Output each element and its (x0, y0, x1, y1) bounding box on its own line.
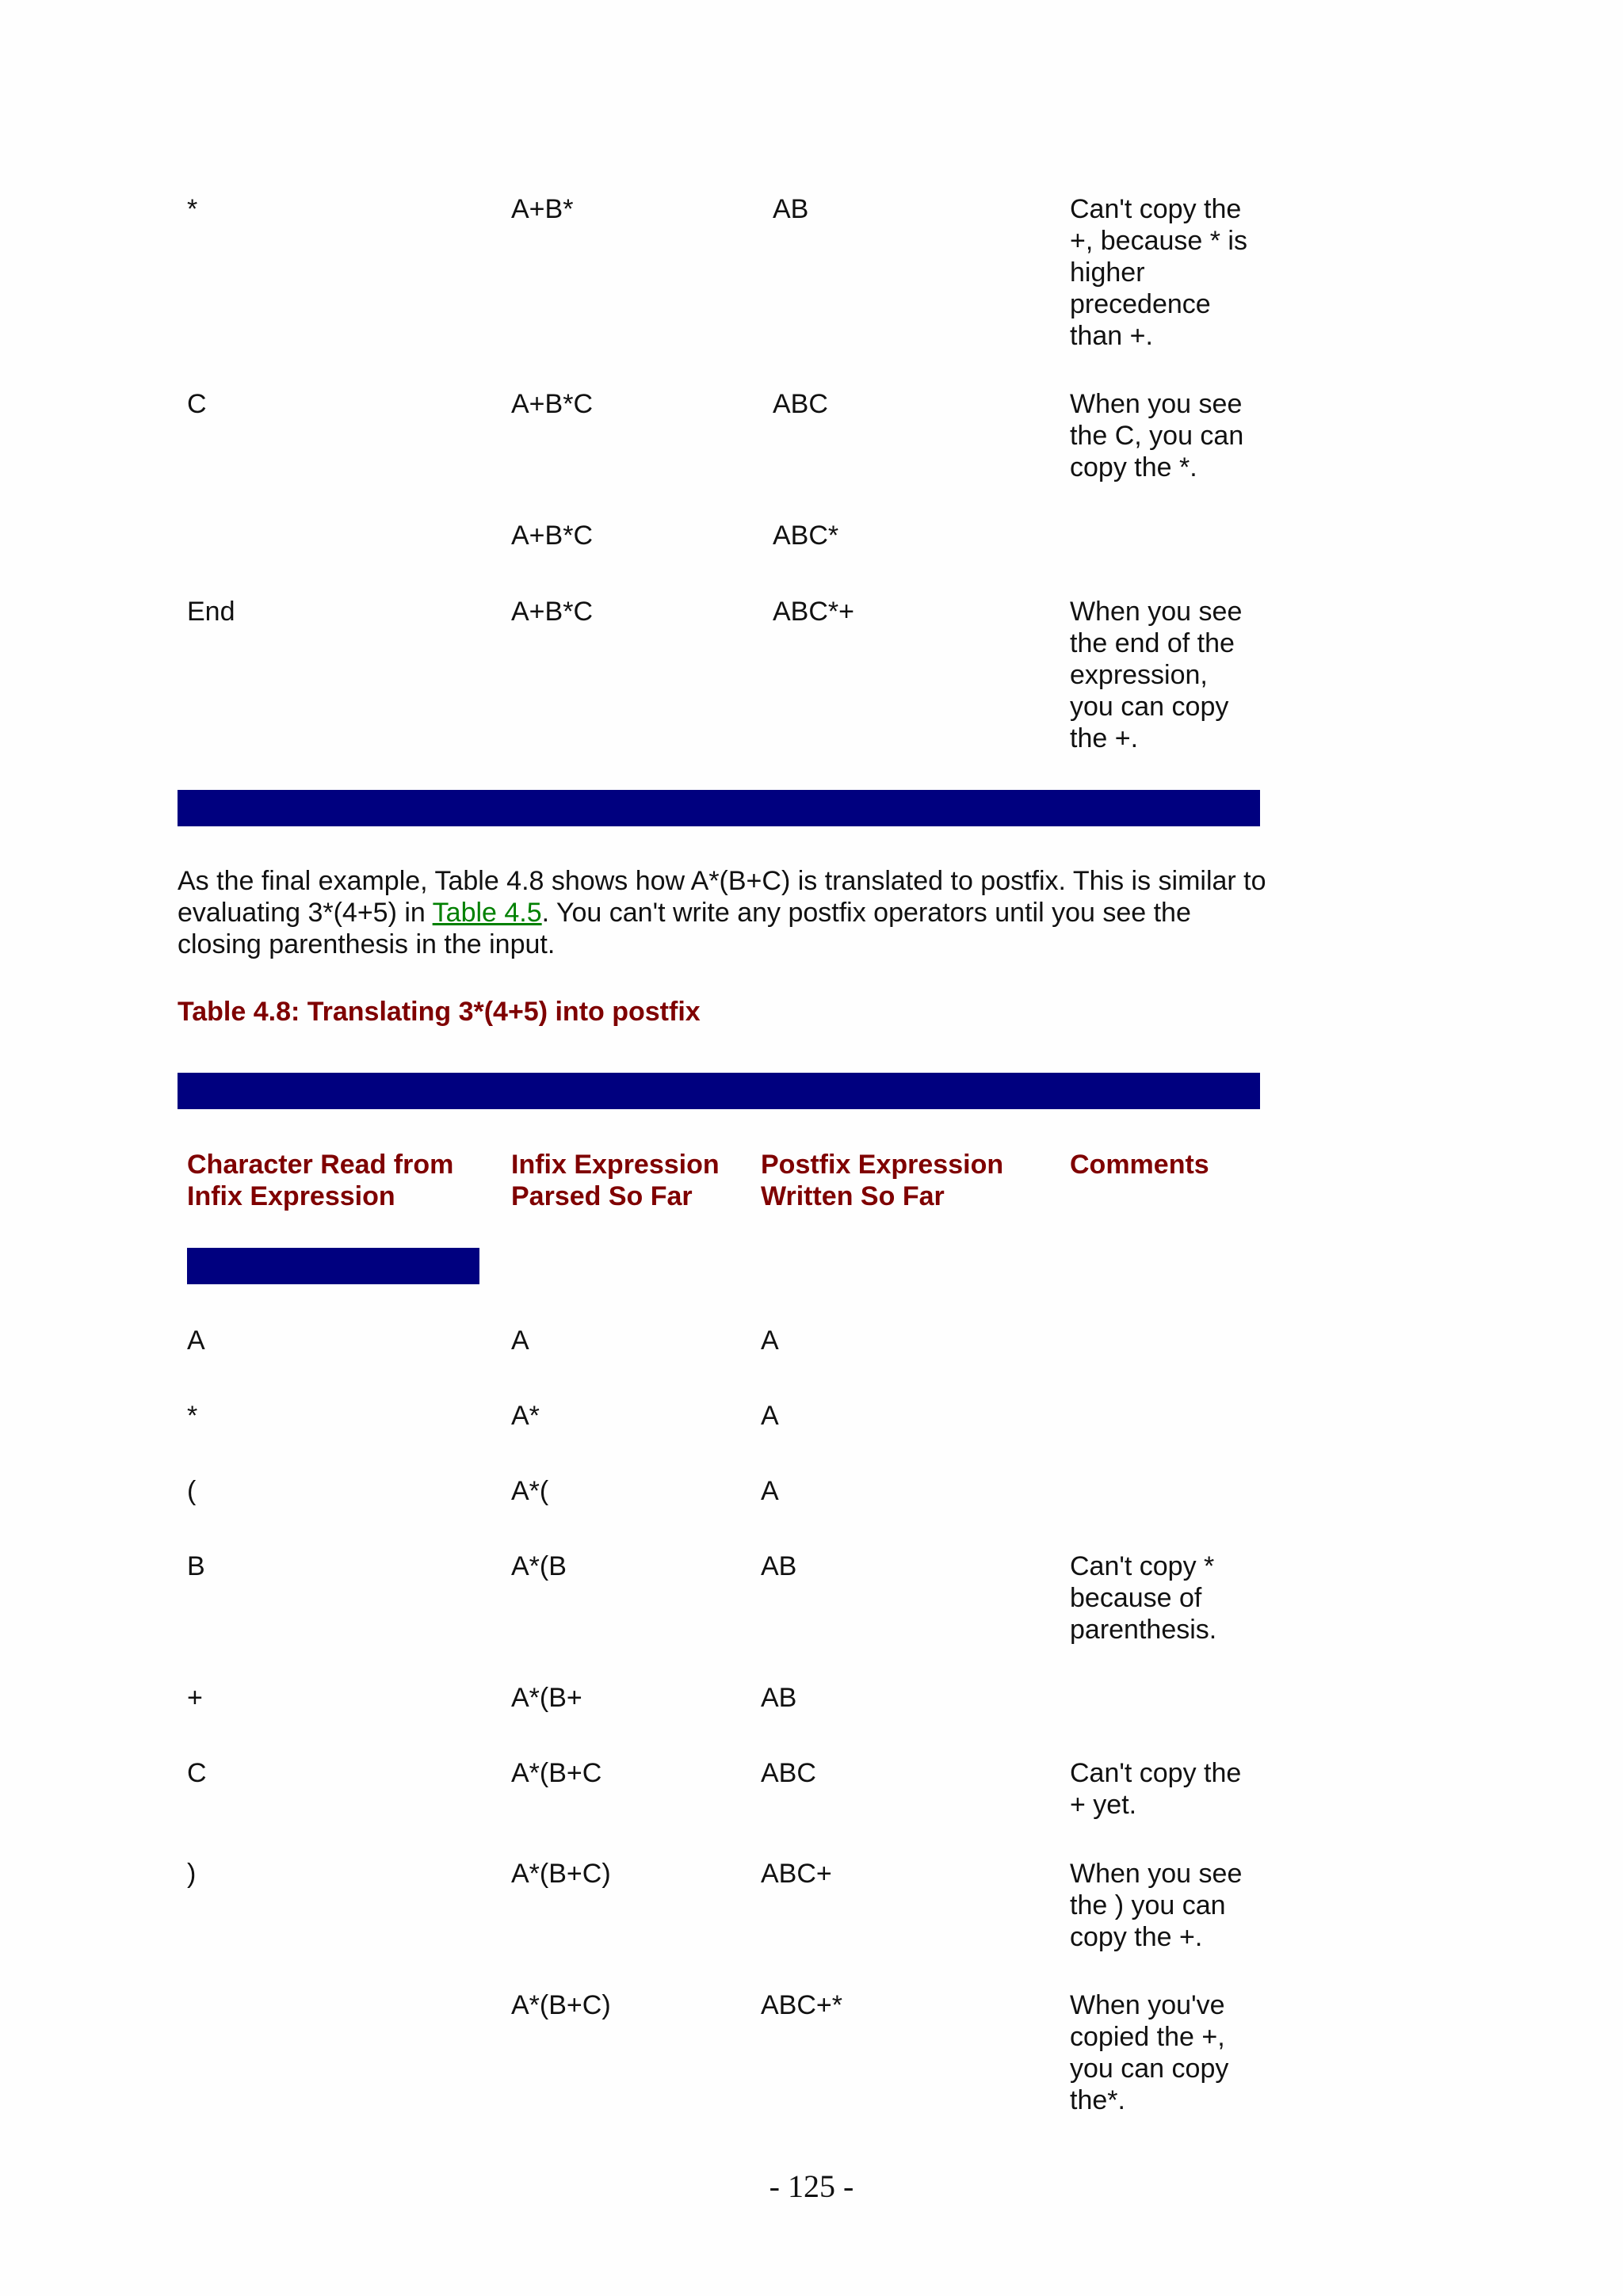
postfix-cell: ABC+ (761, 1859, 832, 1889)
comment-cell: Can't copy * because of parenthesis. (1070, 1551, 1217, 1645)
postfix-cell: ABC (773, 389, 828, 419)
infix-cell: A+B*C (511, 521, 593, 551)
comment-cell: Can't copy the +, because * is higher precedence than +. (1070, 194, 1247, 351)
column-header-character: Character Read from Infix Expression (187, 1150, 454, 1211)
infix-cell: A*( (511, 1476, 549, 1506)
postfix-cell: ABC*+ (773, 597, 854, 627)
postfix-cell: AB (761, 1683, 797, 1713)
page-number: - 125 - (769, 2168, 854, 2204)
infix-cell: A* (511, 1401, 540, 1431)
table-rule-bar (178, 1073, 1260, 1109)
table-4-5-link[interactable]: Table 4.5 (432, 898, 542, 928)
paragraph-text: As the final example, Table 4.8 shows how A*(B+C) is translated to postfix. This is similar to evaluating 3*(4+5) in (178, 866, 1266, 928)
postfix-cell: AB (761, 1551, 797, 1581)
char-cell: ( (187, 1476, 197, 1506)
char-cell: B (187, 1551, 205, 1581)
char-cell: + (187, 1683, 203, 1713)
char-cell: * (187, 1401, 198, 1431)
table-caption: Table 4.8: Translating 3*(4+5) into postfix (178, 997, 701, 1027)
postfix-cell: ABC (761, 1758, 816, 1788)
char-cell: C (187, 1758, 207, 1788)
body-paragraph (178, 865, 1271, 960)
char-cell: A (187, 1325, 205, 1356)
char-cell: End (187, 597, 235, 627)
postfix-cell: A (761, 1325, 779, 1356)
column-header-comments: Comments (1070, 1150, 1209, 1180)
postfix-cell: A (761, 1401, 779, 1431)
infix-cell: A*(B+C (511, 1758, 602, 1788)
infix-cell: A+B* (511, 194, 574, 224)
char-cell: C (187, 389, 207, 419)
infix-cell: A (511, 1325, 529, 1356)
infix-cell: A*(B+C) (511, 1859, 611, 1889)
comment-cell: When you've copied the +, you can copy the*. (1070, 1990, 1229, 2115)
comment-cell: When you see the ) you can copy the +. (1070, 1859, 1243, 1952)
comment-cell: When you see the end of the expression, you can copy the +. (1070, 597, 1243, 753)
infix-cell: A*(B+C) (511, 1990, 611, 2020)
column-header-postfix: Postfix Expression Written So Far (761, 1150, 1004, 1211)
table-rule-bar (178, 790, 1260, 826)
postfix-cell: A (761, 1476, 779, 1506)
postfix-cell: ABC+* (761, 1990, 842, 2020)
column-header-infix: Infix Expression Parsed So Far (511, 1150, 720, 1211)
postfix-cell: AB (773, 194, 809, 224)
postfix-cell: ABC* (773, 521, 839, 551)
infix-cell: A+B*C (511, 597, 593, 627)
infix-cell: A+B*C (511, 389, 593, 419)
char-cell: ) (187, 1859, 197, 1889)
infix-cell: A*(B (511, 1551, 567, 1581)
paragraph-text: . You can't write any postfix operators until you see the closing parenthesis in the input. (178, 898, 1191, 959)
comment-cell: Can't copy the + yet. (1070, 1758, 1242, 1820)
comment-cell: When you see the C, you can copy the *. (1070, 389, 1244, 482)
header-rule-bar (187, 1248, 479, 1284)
char-cell: * (187, 194, 198, 224)
infix-cell: A*(B+ (511, 1683, 582, 1713)
